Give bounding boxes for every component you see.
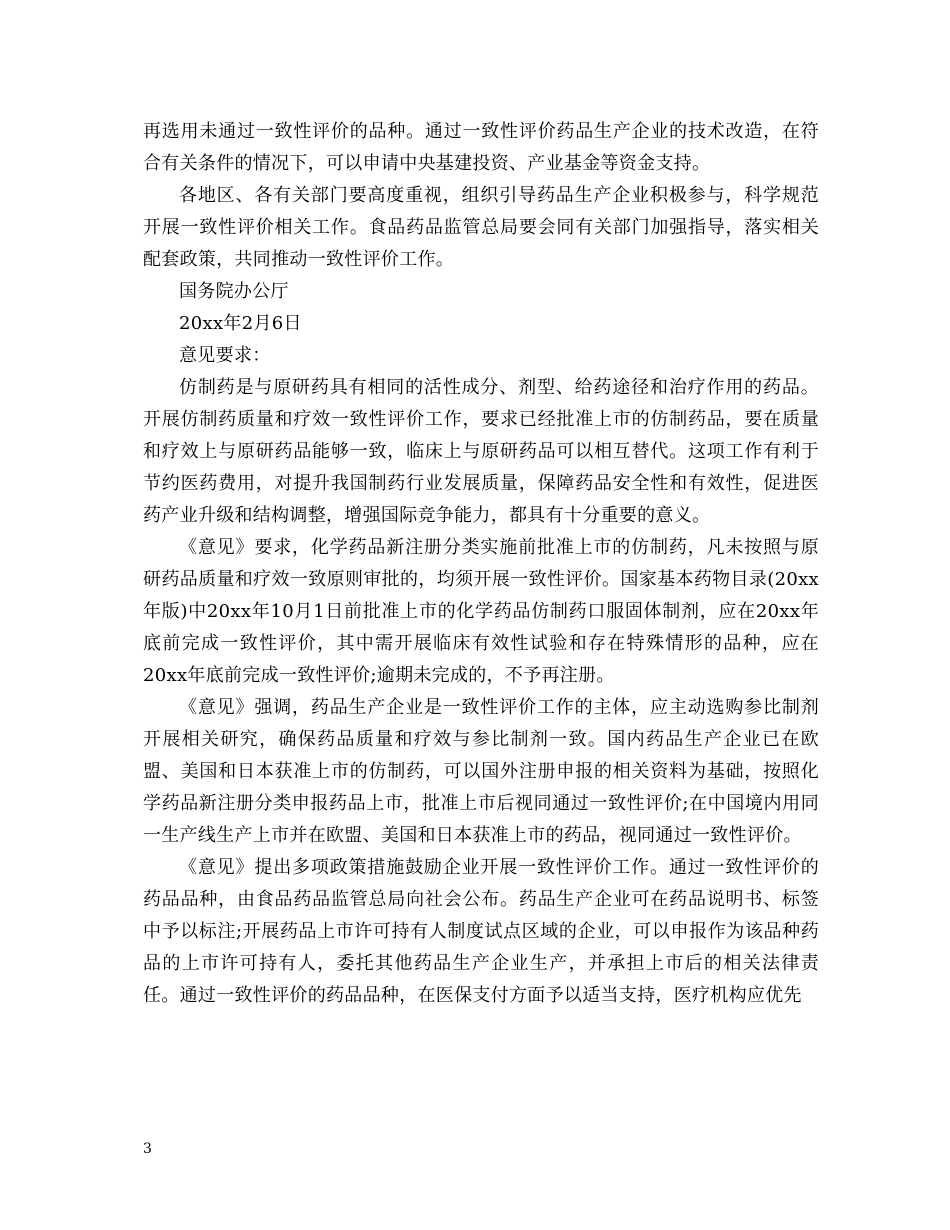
- paragraph-generic-drug-definition: 仿制药是与原研药具有相同的活性成分、剂型、给药途径和治疗作用的药品。开展仿制药质量和疗效一致性评价工作，要求已经批准上市的仿制药品，要在质量和疗效上与原研药品能够一致，临床上与原研药品可以相互替代。这项工作有利于节约医药费用，对提升我国制药行业发展质量，保障药品安全性和有效性，促进医药产业升级和结构调整，增强国际竞争能力，都具有十分重要的意义。: [143, 377, 819, 526]
- paragraph-continued: 再选用未通过一致性评价的品种。通过一致性评价药品生产企业的技术改造，在符合有关条件的情况下，可以申请中央基建投资、产业基金等资金支持。: [143, 121, 819, 174]
- document-body: [143, 116, 819, 1012]
- paragraph-opinion-requirement: 《意见》要求，化学药品新注册分类实施前批准上市的仿制药，凡未按照与原研药品质量和疗效一致原则审批的，均须开展一致性评价。国家基本药物目录(20xx年版)中20xx年10月1日前批准上市的化学药品仿制药口服固体制剂，应在20xx年底前完成一致性评价，其中需开展临床有效性试验和存在特殊情形的品种，应在20xx年底前完成一致性评价;逾期未完成的，不予再注册。: [143, 537, 819, 686]
- page-number: 3: [143, 1141, 152, 1157]
- signature-date: 20xx年2月6日: [179, 313, 302, 334]
- paragraph-opinion-policies: 《意见》提出多项政策措施鼓励企业开展一致性评价工作。通过一致性评价的药品品种，由食品药品监管总局向社会公布。药品生产企业可在药品说明书、标签中予以标注;开展药品上市许可持有人制度试点区域的企业，可以申报作为该品种药品的上市许可持有人，委托其他药品生产企业生产，并承担上市后的相关法律责任。通过一致性评价的药品品种，在医保支付方面予以适当支持，医疗机构应优先: [143, 857, 819, 1006]
- signature-issuer: 国务院办公厅: [179, 281, 289, 302]
- paragraph-work-requirements: 各地区、各有关部门要高度重视，组织引导药品生产企业积极参与，科学规范开展一致性评价相关工作。食品药品监管总局要会同有关部门加强指导，落实相关配套政策，共同推动一致性评价工作。: [143, 185, 819, 270]
- paragraph-opinion-emphasis: 《意见》强调，药品生产企业是一致性评价工作的主体，应主动选购参比制剂开展相关研究，确保药品质量和疗效与参比制剂一致。国内药品生产企业已在欧盟、美国和日本获准上市的仿制药，可以国外注册申报的相关资料为基础，按照化学药品新注册分类申报药品上市，批准上市后视同通过一致性评价;在中国境内用同一生产线生产上市并在欧盟、美国和日本获准上市的药品，视同通过一致性评价。: [143, 697, 819, 846]
- section-heading-opinion-requirements: 意见要求：: [179, 345, 271, 366]
